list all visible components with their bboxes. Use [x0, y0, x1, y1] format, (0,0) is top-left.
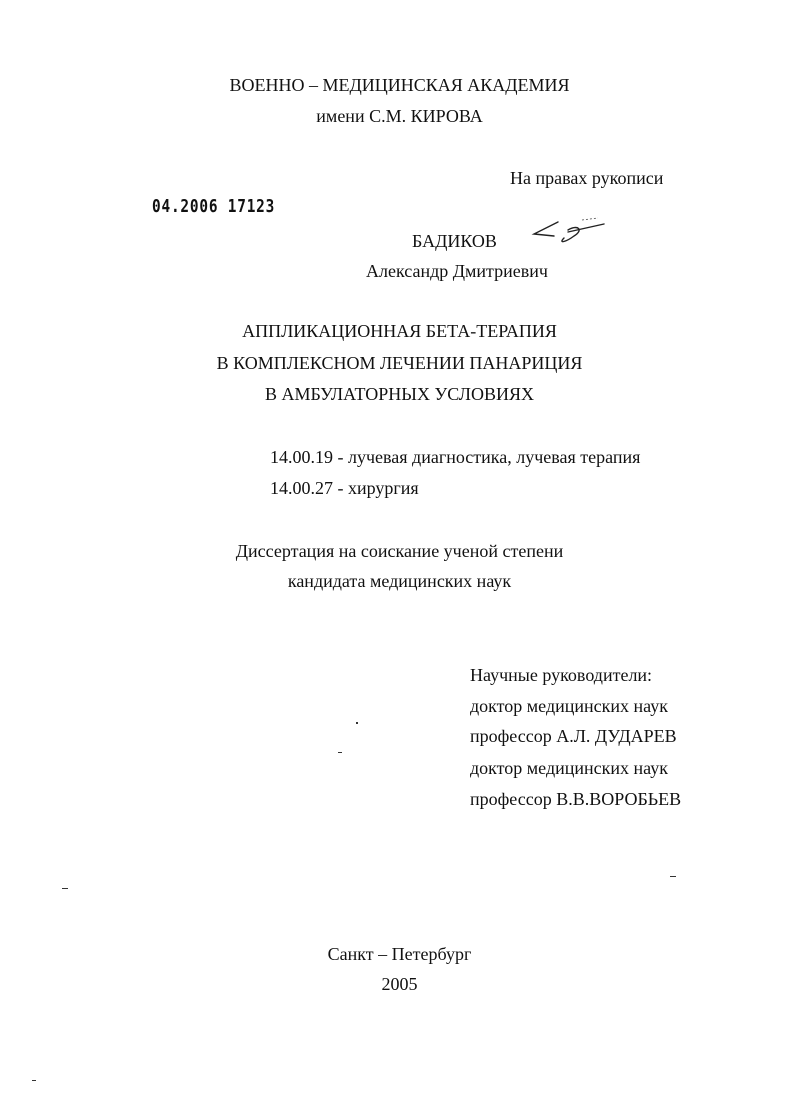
rights-note: На правах рукописи [510, 168, 664, 188]
supervisors-heading: Научные руководители: [470, 665, 653, 685]
author-given-names: Александр Дмитриевич [366, 261, 548, 281]
author-signature-icon [528, 216, 608, 248]
supervisor-degree-2: доктор медицинских наук [470, 758, 668, 778]
city: Санкт – Петербург [327, 944, 472, 964]
degree-line-1: Диссертация на соискание ученой степени [235, 541, 564, 561]
institution-name: ВОЕННО – МЕДИЦИНСКАЯ АКАДЕМИЯ [229, 75, 570, 95]
thesis-title-line-3: В АМБУЛАТОРНЫХ УСЛОВИЯХ [264, 384, 535, 404]
scan-speck [338, 752, 342, 753]
degree-line-2: кандидата медицинских наук [287, 571, 512, 591]
supervisor-degree-1: доктор медицинских наук [470, 696, 668, 716]
supervisor-name-2: профессор В.В.ВОРОБЬЕВ [470, 789, 682, 809]
specialty-line-1: 14.00.19 - лучевая диагностика, лучевая терапия [270, 447, 641, 467]
specialty-line-2: 14.00.27 - хирургия [270, 478, 419, 498]
author-surname: БАДИКОВ [412, 231, 497, 251]
institution-named-after: имени С.М. КИРОВА [316, 106, 483, 126]
scan-speck [32, 1080, 36, 1081]
thesis-title-line-2: В КОМПЛЕКСНОМ ЛЕЧЕНИИ ПАНАРИЦИЯ [216, 353, 583, 373]
scan-speck [356, 722, 358, 724]
supervisor-name-1: профессор А.Л. ДУДАРЕВ [470, 726, 677, 746]
scan-speck [62, 888, 68, 889]
year: 2005 [381, 974, 418, 994]
scan-speck [670, 876, 676, 877]
registration-stamp: 04.2006 17123 [152, 196, 276, 217]
thesis-title-line-1: АППЛИКАЦИОННАЯ БЕТА-ТЕРАПИЯ [242, 321, 557, 341]
